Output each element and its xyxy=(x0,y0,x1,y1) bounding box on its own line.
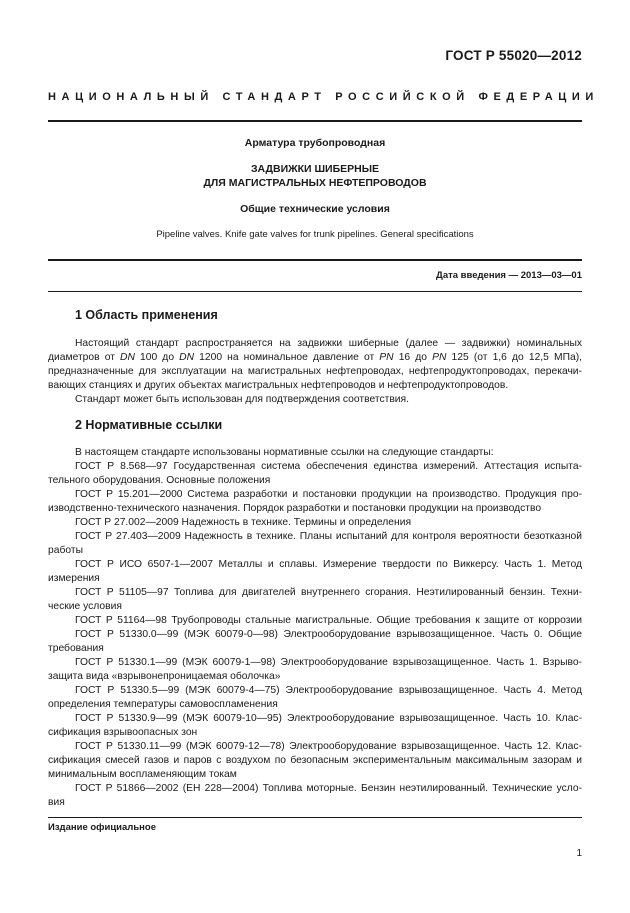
section-2-line: вия xyxy=(48,797,65,808)
introduction-date: Дата введения — 2013—03—01 xyxy=(436,270,582,281)
section-2-line: ГОСТ Р 51330.1—99 (МЭК 60079-1—98) Электрооборудование взрывозащищенное. Часть 1. Взрыво- xyxy=(75,657,582,668)
official-edition-label: Издание официальное xyxy=(48,822,156,833)
date-divider xyxy=(48,291,582,292)
section-2-line: тельного оборудования. Основные положения xyxy=(48,475,271,486)
section-2-line: требования xyxy=(48,643,104,654)
section-2-line: ГОСТ Р 51330.0—99 (МЭК 60079-0—98) Электрооборудование взрывозащищенное. Часть 0. Общие xyxy=(75,629,582,640)
section-2-line: сификация смесей газов и паров с воздухом по безопасным экспериментальным максимальным зазорам и xyxy=(48,755,582,766)
section-1-line: вающих станциях и других объектах магистральных нефтепроводов и нефтепродуктопроводов. xyxy=(48,380,509,391)
section-1-line: диаметров от DN 100 до DN 1200 на номинальное давление от PN 16 до PN 125 (от 1,6 до 12,5 МПа), xyxy=(48,352,582,363)
section-1-line: предназначенные для эксплуатации на магистральных нефтепроводах, нефтепродуктопроводах, перекачи- xyxy=(48,366,582,377)
section-2-line: ГОСТ Р 27.403—2009 Надежность в технике. Планы испытаний для контроля вероятности безотказной xyxy=(75,531,582,542)
main-title-line-2: ДЛЯ МАГИСТРАЛЬНЫХ НЕФТЕПРОВОДОВ xyxy=(203,177,427,189)
section-2-line: ческие условия xyxy=(48,601,122,612)
section-2-line: определения температуры самовоспламенения xyxy=(48,699,278,710)
section-2-line: ГОСТ Р ИСО 6507-1—2007 Металлы и сплавы. Измерение твердости по Виккерсу. Часть 1. Метод xyxy=(75,559,582,570)
document-code: ГОСТ Р 55020—2012 xyxy=(445,48,582,63)
section-1-heading: 1 Область применения xyxy=(75,308,218,322)
section-2-line: ГОСТ Р 51105—97 Топлива для двигателей внутреннего сгорания. Неэтилированный бензин. Техни- xyxy=(75,587,582,598)
section-2-line: защита вида «взрывонепроницаемая оболочка» xyxy=(48,671,281,682)
footer-divider xyxy=(48,817,582,818)
title-divider xyxy=(48,259,582,261)
main-title-line-1: ЗАДВИЖКИ ШИБЕРНЫЕ xyxy=(250,163,380,175)
section-1-line: Настоящий стандарт распространяется на задвижки шиберные (далее — задвижки) номинальных xyxy=(75,338,582,349)
section-2-heading: 2 Нормативные ссылки xyxy=(75,418,223,432)
page-number: 1 xyxy=(576,848,582,859)
category-title: Арматура трубопроводная xyxy=(244,137,386,149)
section-2-line: ГОСТ Р 51330.9—99 (МЭК 60079-10—95) Электрооборудование взрывозащищенное. Часть 10. Клас- xyxy=(75,713,582,724)
section-2-line: измерения xyxy=(48,573,100,584)
section-2-line: работы xyxy=(48,545,83,556)
section-2-line: изводственно-технического назначения. Порядок разработки и постановки продукции на производство xyxy=(48,503,542,514)
national-standard-banner: НАЦИОНАЛЬНЫЙ СТАНДАРТ РОССИЙСКОЙ ФЕДЕРАЦИИ xyxy=(48,91,599,103)
section-2-line: ГОСТ Р 8.568—97 Государственная система обеспечения единства измерений. Аттестация испыта- xyxy=(75,461,582,472)
subtitle: Общие технические условия xyxy=(240,203,390,215)
section-2-line: ГОСТ Р 27.002—2009 Надежность в технике. Термины и определения xyxy=(75,517,412,528)
top-divider xyxy=(48,120,582,122)
section-2-line: ГОСТ Р 15.201—2000 Система разработки и постановки продукции на производство. Продукция про- xyxy=(75,489,582,500)
section-2-line: ГОСТ Р 51330.11—99 (МЭК 60079-12—78) Электрооборудование взрывозащищенное. Часть 12. Клас- xyxy=(75,741,582,752)
section-2-line: В настоящем стандарте использованы нормативные ссылки на следующие стандарты: xyxy=(75,447,494,458)
section-2-line: ГОСТ Р 51164—98 Трубопроводы стальные магистральные. Общие требования к защите от коррозии xyxy=(75,615,582,626)
section-2-line: минимальным воспламеняющим токам xyxy=(48,769,237,780)
section-2-line: ГОСТ Р 51866—2002 (ЕН 228—2004) Топлива моторные. Бензин неэтилированный. Технические усло- xyxy=(75,783,582,794)
section-2-line: сификация взрывоопасных зон xyxy=(48,727,198,738)
section-1-line: Стандарт может быть использован для подтверждения соответствия. xyxy=(75,394,409,405)
english-title: Pipeline valves. Knife gate valves for trunk pipelines. General specifications xyxy=(156,229,474,240)
section-2-line: ГОСТ Р 51330.5—99 (МЭК 60079-4—75) Электрооборудование взрывозащищенное. Часть 4. Метод xyxy=(75,685,582,696)
